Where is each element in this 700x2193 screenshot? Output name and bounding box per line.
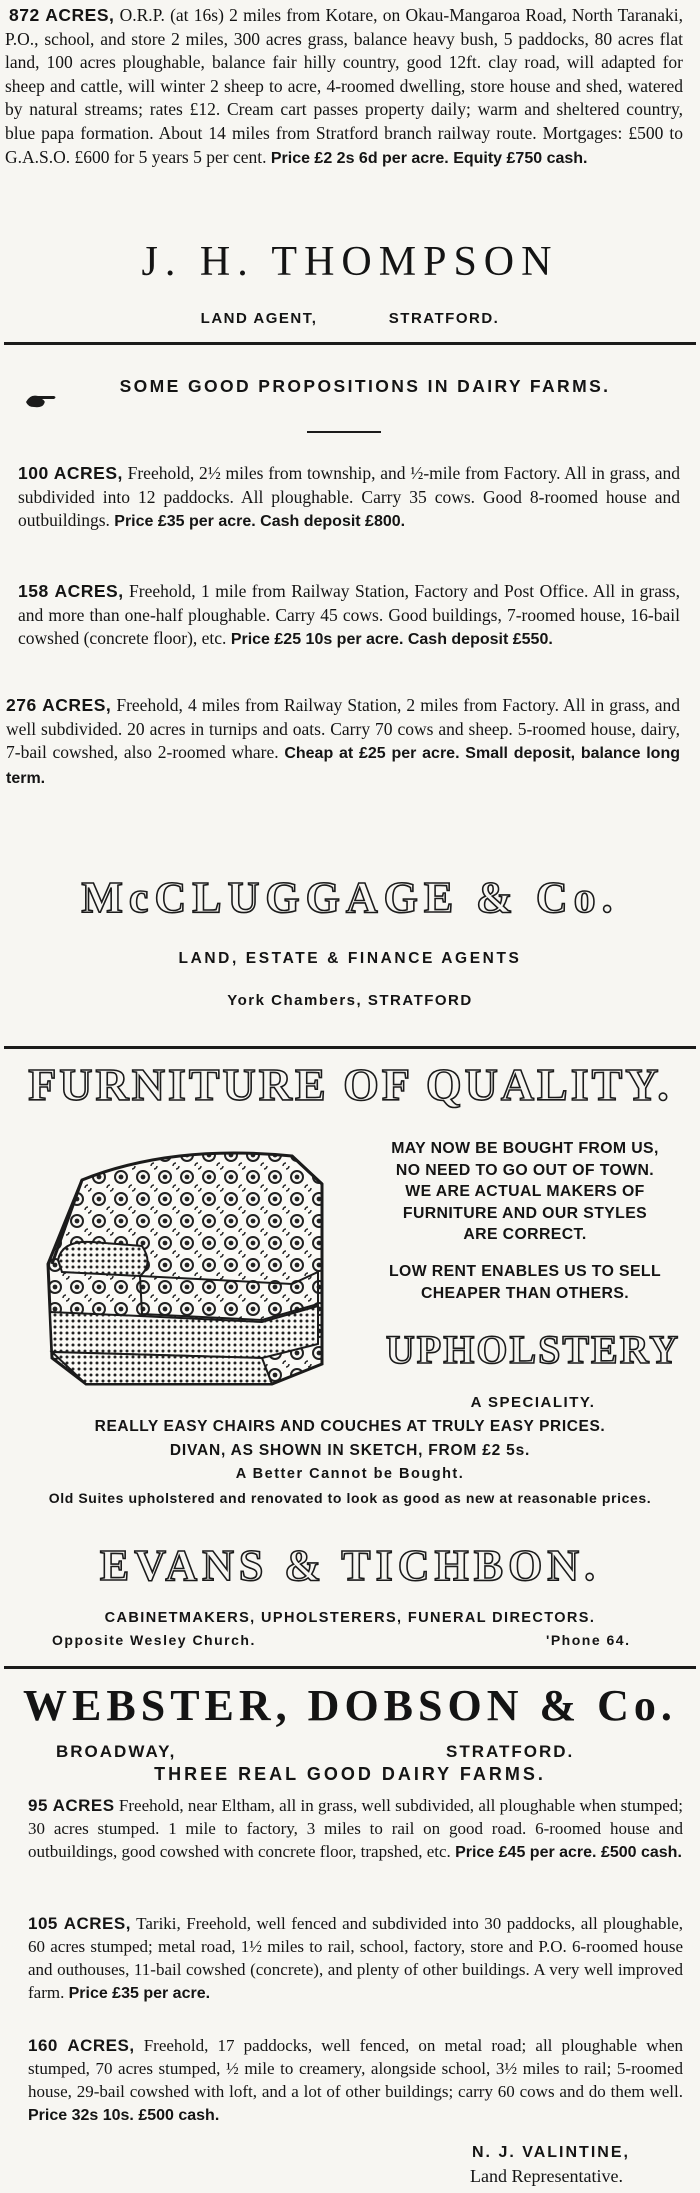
dairy-heading: SOME GOOD PROPOSITIONS IN DAIRY FARMS. — [119, 376, 611, 396]
thompson-town: STRATFORD. — [388, 310, 500, 327]
intro-line: WE ARE ACTUAL MAKERS OF — [405, 1183, 645, 1200]
listing-price: Price £2 2s 6d per acre. Equity £750 cash. — [270, 149, 588, 167]
intro-line: NO NEED TO GO OUT OF TOWN. — [395, 1161, 655, 1179]
upholstery-heading: UPHOLSTERY — [385, 1327, 681, 1372]
listing-lead: 105 ACRES, — [28, 1914, 131, 1933]
thompson-role: LAND AGENT, — [200, 310, 318, 327]
thompson-role-line — [0, 310, 700, 327]
webster-heading: THREE REAL GOOD DAIRY FARMS. — [154, 1764, 546, 1784]
low-rent-line: LOW RENT ENABLES US TO SELL — [388, 1263, 662, 1280]
furniture-headline: FURNITURE OF QUALITY. — [28, 1059, 672, 1110]
listing-price: Price 32s 10s. £500 cash. — [28, 2107, 220, 2124]
divan: DIVAN, AS SHOWN IN SKETCH, FROM £2 5s. — [169, 1442, 531, 1459]
listing-price: Price £35 per acre. — [68, 1985, 211, 2002]
listing-text: Freehold, 1 mile from Railway Station, Factory and Post Office. All in grass, and more than one-half ploughable. Carry 45 cows. Good buildings, 7-roomed house, 16-bail cowshed (concrete floor), etc. — [18, 581, 680, 649]
listing-price: Price £45 per acre. £500 cash. — [455, 1844, 682, 1861]
listing-lead: 100 ACRES, — [18, 463, 123, 483]
intro-line: FURNITURE AND OUR STYLES — [402, 1204, 648, 1222]
listing-price: Price £35 per acre. Cash deposit £800. — [114, 513, 406, 531]
webster-listing-3 — [28, 2034, 683, 2127]
listing-lead: 95 ACRES — [28, 1796, 115, 1815]
listing-lead: 158 ACRES, — [18, 581, 124, 601]
listing-text: Tariki, Freehold, well fenced and subdivided into 30 paddocks, all ploughable, 60 acres stumped; metal road, 1½ miles to rail, school, factory, store and P.O. 6-roomed house and outhouses, 11-bail cowshed (concrete), and plenty of other buildings. A very well improved farm. — [28, 1914, 683, 2002]
divider — [4, 342, 696, 345]
mccluggage-role: LAND, ESTATE & FINANCE AGENTS — [178, 950, 522, 967]
listing-text: Freehold, 4 miles from Railway Station, 2 miles from Factory. All in grass, and well subdivided. 20 acres in turnips and oats. Carry 70 cows and sheep. 5-roomed house, dairy, 7-bail cowshed, also 2-roomed whare. — [6, 695, 681, 763]
trades: CABINETMAKERS, UPHOLSTERERS, FUNERAL DIRECTORS. — [104, 1610, 596, 1626]
dairy-listing-2 — [18, 580, 680, 652]
listing-lead: 160 ACRES, — [28, 2036, 135, 2055]
rep-name: N. J. VALINTINE, — [472, 2144, 630, 2161]
webster-town: STRATFORD. — [446, 1742, 575, 1761]
furniture-low-rent — [352, 1261, 698, 1304]
webster-dobson-name: WEBSTER, DOBSON & Co. — [23, 1681, 677, 1730]
webster-listing-2 — [28, 1912, 683, 2005]
divider — [4, 1666, 696, 1669]
thompson-name: J. H. THOMPSON — [141, 239, 559, 285]
listing-text: Freehold, 17 paddocks, well fenced, on metal road; all ploughable when stumped, 70 acres stumped, ½ mile to creamery, alongside school, 3½ miles to rail; 5-roomed house, 29-bail cowshed with loft, and a lot of other buildings; carry 60 cows and do them well. — [28, 2036, 684, 2101]
evans-tichbon-name: EVANS & TICHBON. — [99, 1541, 601, 1590]
speciality: A SPECIALITY. — [470, 1394, 596, 1411]
dairy-listing-3 — [6, 694, 680, 790]
mccluggage-address: York Chambers, STRATFORD — [227, 992, 473, 1009]
armchair-sketch — [22, 1144, 344, 1407]
intro-line: ARE CORRECT. — [463, 1226, 587, 1243]
listing-text: Freehold, near Eltham, all in grass, well subdivided, all ploughable when stumped; 30 acres stumped. 1 mile to factory, 3 miles to rail on good road. 6-roomed house and outbuildings, good cowshed with concrete floor, trapshed, etc. — [28, 1796, 683, 1861]
listing-lead: 276 ACRES, — [6, 695, 112, 715]
listing-lead: 872 ACRES, — [9, 5, 115, 25]
listing-price: Price £25 10s per acre. Cash deposit £550. — [230, 631, 553, 649]
mccluggage-name: McCLUGGAGE & Co. — [81, 873, 619, 922]
listing-text: Freehold, 2½ miles from township, and ½-mile from Factory. All in grass, and subdivided into 12 paddocks. All ploughable. Carry 35 cows. Good 8-roomed house and outbuildings. — [18, 463, 680, 531]
old-suites: Old Suites upholstered and renovated to look as good as new at reasonable prices. — [48, 1490, 652, 1506]
low-rent-line: CHEAPER THAN OTHERS. — [420, 1284, 630, 1302]
rep-role: Land Representative. — [470, 2166, 623, 2186]
webster-street: BROADWAY, — [56, 1742, 177, 1761]
evans-phone: 'Phone 64. — [546, 1632, 631, 1648]
listing-872-acres — [5, 4, 683, 170]
intro-line: MAY NOW BE BOUGHT FROM US, — [391, 1140, 659, 1157]
listing-price: Cheap at £25 per acre. Small deposit, balance long term. — [6, 745, 681, 787]
webster-listing-1 — [28, 1794, 683, 1864]
furniture-intro — [352, 1138, 698, 1246]
listing-text: O.R.P. (at 16s) 2 miles from Kotare, on Okau-Mangaroa Road, North Taranaki, P.O., school, and store 2 miles, 300 acres grass, balance heavy bush, 5 paddocks, 80 acres flat land, 100 acres ploughable, balance fair hilly country, good 12ft. clay road, will adapted for sheep and cattle, will winter 2 sheep to acre, 4-roomed dwelling, store house and shed, watered by natural streams; rates £12. Cream cart passes property daily; warm and sheltered country, blue papa formation. About 14 miles from Stratford branch railway route. Mortgages: £500 to G.A.S.O. £600 for 5 years 5 per cent. — [5, 5, 684, 167]
easy-chairs: REALLY EASY CHAIRS AND COUCHES AT TRULY EASY PRICES. — [94, 1418, 606, 1435]
evans-address: Opposite Wesley Church. — [52, 1632, 256, 1648]
better-cannot: A Better Cannot be Bought. — [235, 1466, 465, 1482]
short-rule — [307, 431, 381, 433]
dairy-listing-1 — [18, 462, 680, 534]
divider — [4, 1046, 696, 1049]
